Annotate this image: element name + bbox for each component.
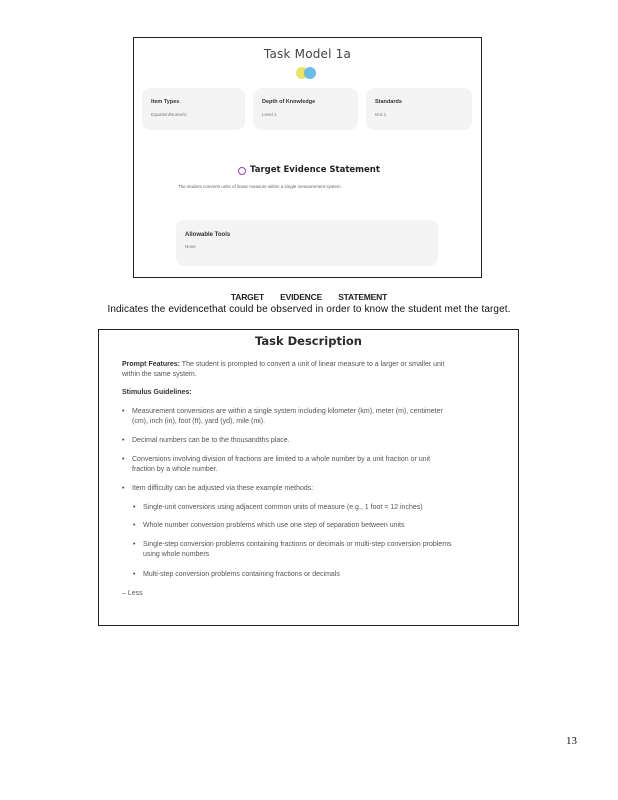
prompt-label: Prompt Features:: [122, 361, 180, 368]
dok-value: Level 1: [262, 112, 277, 117]
sub-list-item: [143, 570, 340, 580]
stimulus-guidelines-label: [122, 388, 192, 398]
standards-value: M.5.1: [375, 112, 387, 117]
prompt-text-line2: within the same system.: [122, 371, 197, 378]
task-model-screenshot: [133, 37, 482, 278]
list-item: [132, 407, 443, 427]
list-item: [132, 455, 430, 475]
prompt-text: The student is prompted to convert a unit of linear measure to a larger or smaller unit: [181, 361, 445, 368]
list-item: [132, 484, 313, 494]
bullet-line: • Item difficulty can be adjusted via these example methods:: [132, 485, 314, 492]
logo-circle-blue: [304, 67, 316, 79]
target-evidence-text: The student converts units of linear measure within a single measurement system.: [178, 184, 342, 189]
page-number: 13: [566, 735, 577, 747]
item-types-label: Item Types: [151, 99, 180, 105]
sub-list-item: [143, 540, 452, 560]
item-types-card: [142, 88, 245, 130]
target-evidence-heading: Target Evidence Statement: [250, 165, 380, 175]
tools-value: None: [185, 244, 196, 249]
caption-heading: TARGET EVIDENCE STATEMENT: [230, 292, 388, 302]
sub-bullet-line: • Multi-step conversion problems containing fractions or decimals: [143, 571, 340, 578]
bullet-line: • Decimal numbers can be to the thousandths place.: [132, 437, 290, 444]
tools-label: Allowable Tools: [185, 232, 231, 238]
sub-bullet-line: • Whole number conversion problems which use one step of separation between units: [143, 522, 405, 529]
allowable-tools-card: [176, 220, 438, 266]
task-description-screenshot: [98, 329, 519, 626]
bullet-line: • Measurement conversions are within a single system including kilometer (km), meter (m), centimeter: [132, 408, 443, 415]
standards-card: [366, 88, 472, 130]
sub-list-item: [143, 521, 404, 531]
venn-logo-icon: [296, 67, 320, 79]
sub-bullet-line: • Single-step conversion problems containing fractions or decimals or multi-step conversion problems: [143, 541, 452, 548]
list-item: [132, 436, 290, 446]
prompt-features: [122, 360, 444, 370]
bullet-line: fraction by a whole number.: [132, 466, 218, 473]
sub-list-item: [143, 503, 423, 513]
target-circle-icon: [238, 167, 246, 175]
depth-of-knowledge-card: [253, 88, 358, 130]
task-description-title: Task Description: [255, 334, 362, 348]
item-types-value: Equation/Numeric: [151, 112, 187, 117]
sub-bullet-line: using whole numbers: [143, 551, 210, 558]
less-link[interactable]: – Less: [122, 590, 143, 597]
bullet-line: (cm), inch (in), foot (ft), yard (yd), mile (mi).: [132, 418, 266, 425]
sub-bullet-line: • Single-unit conversions using adjacent common units of measure (e.g., 1 foot = 12 inches): [143, 504, 423, 511]
standards-label: Standards: [375, 99, 402, 105]
stimulus-label: Stimulus Guidelines:: [122, 389, 192, 396]
bullet-line: • Conversions involving division of fractions are limited to a whole number by a unit fraction or unit: [132, 456, 431, 463]
task-model-title: Task Model 1a: [263, 47, 352, 61]
caption-body: Indicates the evidencethat could be observed in order to know the student met the target.: [107, 304, 511, 315]
dok-label: Depth of Knowledge: [262, 99, 316, 105]
